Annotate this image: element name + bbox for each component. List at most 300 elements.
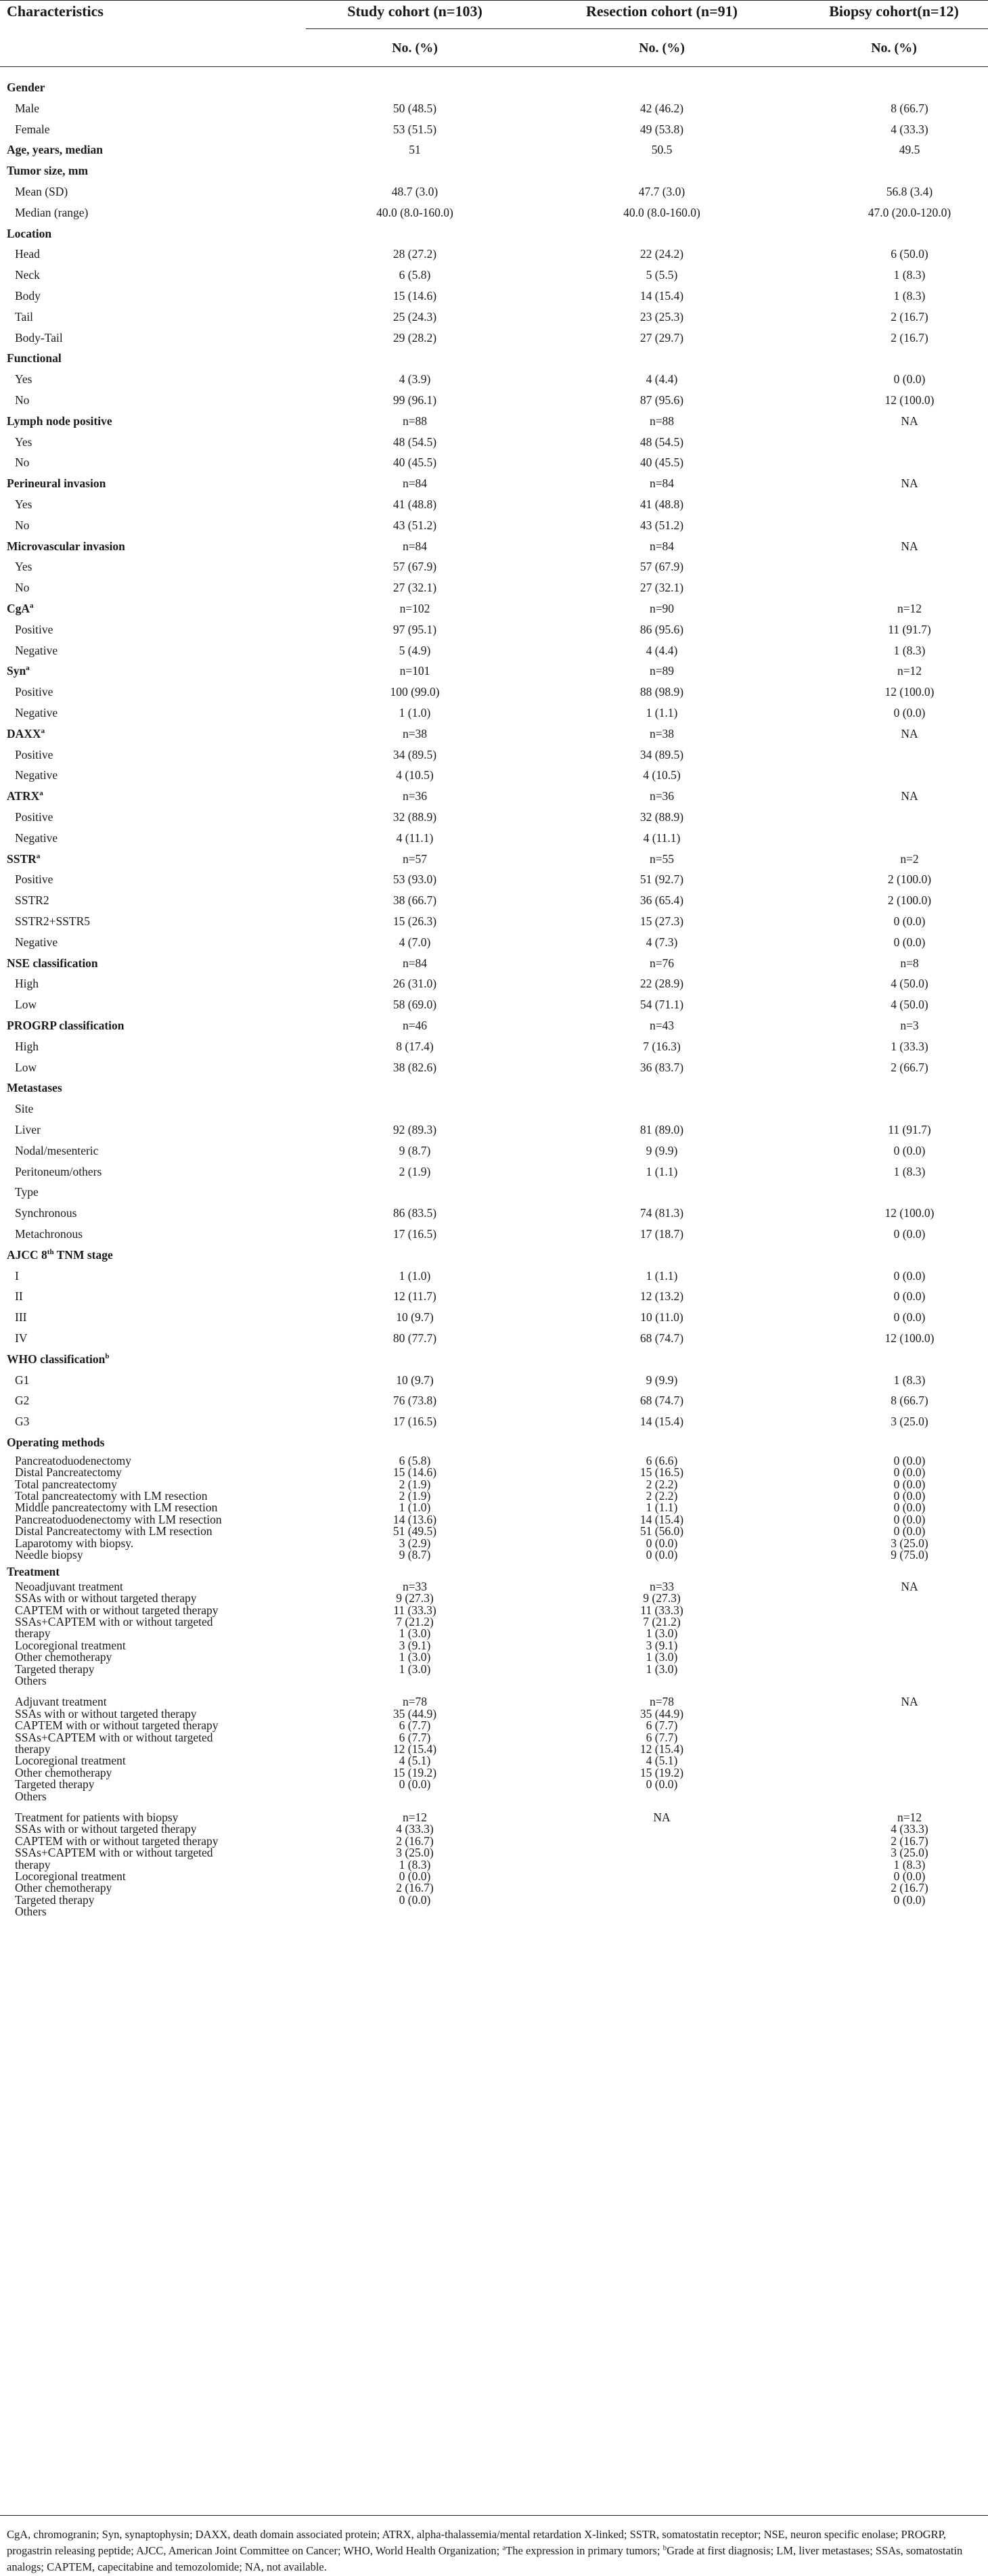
- row-label-synchronous: [15, 1203, 76, 1223]
- row-label-text: Other chemotherapy: [15, 1766, 112, 1779]
- row-label-peritoneum-others: [15, 1161, 102, 1182]
- study-value: 32 (88.9): [392, 810, 437, 824]
- row-label-distal-pancreatectomy: [15, 1466, 122, 1478]
- row-label-lymph-node-positive: [7, 411, 112, 431]
- biopsy-value: 1 (33.3): [891, 1040, 928, 1053]
- table-row: [0, 1328, 988, 1348]
- row-label-text: Male: [15, 102, 39, 115]
- resection-value: 40 (45.5): [639, 456, 684, 469]
- row-label-liver: [15, 1119, 41, 1140]
- row-label-daxx: [7, 724, 45, 744]
- row-label-other-chemotherapy: [15, 1651, 112, 1663]
- biopsy-value: 1 (8.3): [893, 1373, 926, 1387]
- study-value: 17 (16.5): [392, 1415, 437, 1428]
- table-row: [0, 682, 988, 702]
- row-label-ssas-with-or-without-targeted-therapy: [15, 1823, 196, 1835]
- table-row: [0, 932, 988, 952]
- resection-value: 87 (95.6): [639, 393, 684, 407]
- biopsy-value: 49.5: [899, 143, 920, 156]
- biopsy-value: 8 (66.7): [891, 1394, 928, 1407]
- biopsy-value: 11 (91.7): [888, 623, 931, 636]
- row-label-positive: [15, 807, 53, 827]
- table-row: [0, 1790, 988, 1802]
- resection-value: 5 (5.5): [646, 268, 678, 282]
- row-label-text: Total pancreatectomy with LM resection: [15, 1489, 208, 1503]
- row-label-text: SSTR2+SSTR5: [15, 914, 91, 928]
- row-label-text: CAPTEM with or without targeted therapy: [15, 1718, 219, 1732]
- table-footnote: [7, 2527, 981, 2575]
- biopsy-value: 47.0 (20.0-120.0): [868, 206, 951, 219]
- resection-value: 1 (1.1): [646, 1165, 678, 1178]
- resection-value: 14 (15.4): [639, 1415, 684, 1428]
- biopsy-value: 3 (25.0): [891, 1536, 928, 1550]
- row-label-text: Positive: [15, 810, 53, 824]
- header-biopsy-cohort: Biopsy cohort(n=12): [829, 3, 959, 20]
- study-value: 0 (0.0): [399, 1869, 431, 1883]
- row-label-text: Other chemotherapy: [15, 1650, 112, 1664]
- table-row: [0, 1859, 988, 1871]
- row-label-text: Positive: [15, 623, 53, 636]
- biopsy-value: 12 (100.0): [884, 393, 935, 407]
- table-row: [0, 1119, 988, 1140]
- table-row: [0, 1695, 988, 1708]
- table-row: [0, 1390, 988, 1411]
- table-row: [0, 598, 988, 619]
- row-label-text: Laparotomy with biopsy.: [15, 1536, 134, 1550]
- resection-value: 4 (4.4): [646, 644, 678, 657]
- study-value: 100 (99.0): [390, 685, 440, 698]
- study-value: 15 (14.6): [392, 1465, 437, 1479]
- table-row: [0, 640, 988, 661]
- table-row: [0, 1432, 988, 1452]
- study-value: 3 (2.9): [399, 1536, 431, 1550]
- biopsy-value: NA: [901, 1695, 918, 1708]
- resection-value: 68 (74.7): [639, 1394, 684, 1407]
- resection-value: 3 (9.1): [646, 1639, 678, 1652]
- study-value: 38 (82.6): [392, 1061, 437, 1074]
- row-label-text: therapy: [15, 1626, 51, 1640]
- study-value: 3 (25.0): [396, 1846, 434, 1859]
- study-value: 4 (11.1): [396, 831, 434, 845]
- row-label-who-classification: [7, 1349, 109, 1369]
- biopsy-value: 0 (0.0): [893, 1501, 926, 1514]
- study-value: 34 (89.5): [392, 748, 437, 761]
- row-label-superscript: a: [36, 852, 41, 861]
- row-label-head: [15, 244, 40, 264]
- table-row: [0, 1616, 988, 1628]
- row-label-text: Needle biopsy: [15, 1548, 83, 1561]
- resection-value: 6 (7.7): [646, 1731, 678, 1744]
- resection-value: 40.0 (8.0-160.0): [623, 206, 700, 219]
- table-row: [0, 307, 988, 327]
- row-label-text: SSAs+CAPTEM with or without targeted: [15, 1846, 213, 1859]
- resection-value: 22 (24.2): [639, 247, 684, 261]
- row-label-text: Targeted therapy: [15, 1777, 95, 1791]
- biopsy-value: 0 (0.0): [893, 1144, 926, 1157]
- table-row: [0, 1203, 988, 1223]
- row-label-text: Peritoneum/others: [15, 1165, 102, 1178]
- row-label-text: Syn: [7, 664, 26, 678]
- study-value: 1 (3.0): [399, 1650, 431, 1664]
- biopsy-value: 11 (91.7): [888, 1123, 931, 1136]
- table-row: [0, 1565, 988, 1578]
- row-label-text: Age, years, median: [7, 143, 103, 156]
- biopsy-value: 2 (16.7): [891, 310, 928, 324]
- resection-value: 57 (67.9): [639, 560, 684, 573]
- row-label-others: [15, 1790, 47, 1802]
- study-value: 2 (1.9): [399, 1165, 431, 1178]
- study-value: 4 (33.3): [396, 1822, 434, 1836]
- row-label-body-tail: [15, 328, 63, 348]
- study-value: n=57: [402, 852, 428, 866]
- row-label-text: Yes: [15, 497, 32, 511]
- table-row: [0, 1537, 988, 1549]
- table-row: [0, 1161, 988, 1182]
- row-label-text: SSTR: [7, 852, 37, 866]
- resection-value: n=43: [649, 1019, 675, 1032]
- header-characteristics: Characteristics: [7, 3, 104, 20]
- row-label-male: [15, 98, 39, 118]
- study-value: n=102: [399, 602, 430, 615]
- study-value: 41 (48.8): [392, 497, 437, 511]
- row-label-text: CgA: [7, 602, 30, 615]
- resection-value: 12 (13.2): [639, 1289, 684, 1303]
- table-row: [0, 369, 988, 389]
- table-row: [0, 390, 988, 410]
- table-row: [0, 223, 988, 244]
- row-label-cga: [7, 598, 34, 619]
- row-label-low: [15, 1057, 37, 1078]
- resection-value: 36 (65.4): [639, 893, 684, 907]
- study-value: 99 (96.1): [392, 393, 437, 407]
- table-row: [0, 1731, 988, 1744]
- table-row: [0, 348, 988, 368]
- row-label-therapy: [15, 1627, 50, 1639]
- row-label-text: Site: [15, 1102, 34, 1115]
- row-label-positive: [15, 619, 53, 640]
- row-label-yes: [15, 556, 32, 577]
- biopsy-value: 0 (0.0): [893, 1454, 926, 1467]
- row-label-text: CAPTEM with or without targeted therapy: [15, 1603, 219, 1617]
- row-label-text: Head: [15, 247, 40, 261]
- row-label-text: III: [15, 1310, 27, 1324]
- resection-value: 0 (0.0): [646, 1536, 678, 1550]
- biopsy-value: 0 (0.0): [893, 1524, 926, 1538]
- row-label-text: Targeted therapy: [15, 1662, 95, 1676]
- row-label-ssas-with-or-without-targeted-therapy: [15, 1592, 196, 1604]
- table-row: [0, 724, 988, 744]
- biopsy-value: 1 (8.3): [893, 644, 926, 657]
- row-label-middle-pancreatectomy-with-lm-resection: [15, 1501, 217, 1513]
- row-label-text: Negative: [15, 768, 58, 782]
- row-label-mean-sd: [15, 181, 68, 202]
- row-label-text: Functional: [7, 351, 62, 365]
- table-row: [0, 1754, 988, 1767]
- study-value: n=33: [402, 1580, 428, 1593]
- row-label-text: SSAs with or without targeted therapy: [15, 1591, 197, 1605]
- resection-value: 9 (27.3): [643, 1591, 681, 1605]
- study-value: 53 (93.0): [392, 872, 437, 886]
- row-label-text: SSAs+CAPTEM with or without targeted: [15, 1731, 213, 1744]
- footnote-note-b: Grade at first diagnosis; LM, liver metastases; SSAs, somatostatin analogs; CAPTEM, capecitabine and temozolomide; NA, not available.: [7, 2544, 963, 2573]
- table-row: [0, 765, 988, 785]
- resection-value: 4 (4.4): [646, 372, 678, 386]
- table-row: [0, 1015, 988, 1036]
- resection-value: 4 (7.3): [646, 935, 678, 949]
- table-row: [0, 1767, 988, 1779]
- resection-value: n=78: [649, 1695, 675, 1708]
- resection-value: 27 (29.7): [639, 331, 684, 345]
- resection-value: 15 (19.2): [639, 1766, 684, 1779]
- row-label-positive: [15, 745, 53, 765]
- row-label-text: Neck: [15, 268, 40, 282]
- study-value: n=38: [402, 727, 428, 740]
- table-row: [0, 473, 988, 493]
- row-label-others: [15, 1905, 47, 1917]
- row-label-iii: [15, 1307, 26, 1327]
- row-label-perineural-invasion: [7, 473, 106, 493]
- table-row: [0, 556, 988, 577]
- top-rule: [0, 0, 988, 1]
- study-value: 1 (8.3): [399, 1858, 431, 1871]
- table-row: [0, 265, 988, 285]
- row-label-text: Others: [15, 1905, 47, 1918]
- row-label-median-range: [15, 202, 88, 223]
- resection-value: 1 (3.0): [646, 1662, 678, 1676]
- bottom-rule: [0, 2515, 988, 2516]
- biopsy-value: 0 (0.0): [893, 935, 926, 949]
- row-label-body: [15, 286, 41, 306]
- resection-value: 47.7 (3.0): [638, 185, 686, 198]
- study-value: 5 (4.9): [399, 644, 431, 657]
- table-row: [0, 994, 988, 1015]
- row-label-text: Nodal/mesenteric: [15, 1144, 99, 1157]
- resection-value: 74 (81.3): [639, 1206, 684, 1220]
- row-label-female: [15, 119, 50, 139]
- footnote-sup-b: b: [663, 2544, 667, 2552]
- resection-value: 34 (89.5): [639, 748, 684, 761]
- table-row: [0, 869, 988, 889]
- resection-value: 86 (95.6): [639, 623, 684, 636]
- biopsy-value: 4 (33.3): [891, 1822, 928, 1836]
- table-row: [0, 1870, 988, 1882]
- row-label-yes: [15, 432, 32, 452]
- study-value: 1 (3.0): [399, 1662, 431, 1676]
- biopsy-value: 12 (100.0): [884, 1206, 935, 1220]
- row-label-location: [7, 223, 51, 244]
- resection-value: 41 (48.8): [639, 497, 684, 511]
- table-row: [0, 1057, 988, 1078]
- study-value: 15 (19.2): [392, 1766, 437, 1779]
- study-value: 40.0 (8.0-160.0): [376, 206, 453, 219]
- table-row: [0, 619, 988, 640]
- resection-value: 7 (16.3): [643, 1040, 681, 1053]
- study-value: n=88: [402, 414, 428, 428]
- row-label-tumor-size-mm: [7, 160, 88, 181]
- row-label-text: Middle pancreatectomy with LM resection: [15, 1501, 218, 1514]
- biopsy-value: 3 (25.0): [891, 1846, 928, 1859]
- row-label-locoregional-treatment: [15, 1754, 126, 1767]
- row-label-text: NSE classification: [7, 956, 98, 970]
- biopsy-value: n=12: [897, 664, 922, 678]
- row-label-text: Others: [15, 1674, 47, 1687]
- resection-value: 68 (74.7): [639, 1331, 684, 1345]
- biopsy-value: 0 (0.0): [893, 914, 926, 928]
- row-label-text: Total pancreatectomy: [15, 1478, 117, 1491]
- row-label-no: [15, 390, 29, 410]
- biopsy-value: 0 (0.0): [893, 1465, 926, 1479]
- row-label-no: [15, 515, 29, 535]
- row-label-adjuvant-treatment: [15, 1695, 107, 1708]
- biopsy-value: 8 (66.7): [891, 102, 928, 115]
- row-label-others: [15, 1674, 47, 1687]
- resection-value: 10 (11.0): [640, 1310, 683, 1324]
- biopsy-value: 0 (0.0): [893, 1478, 926, 1491]
- study-value: 2 (1.9): [399, 1478, 431, 1491]
- row-label-text: Neoadjuvant treatment: [15, 1580, 123, 1593]
- resection-value: 23 (25.3): [639, 310, 684, 324]
- study-value: 40 (45.5): [392, 456, 437, 469]
- table-row: [0, 1098, 988, 1119]
- row-label-text: Location: [7, 227, 52, 240]
- table-row: [0, 1651, 988, 1663]
- study-value: n=46: [402, 1019, 428, 1032]
- row-label-text: High: [15, 977, 39, 990]
- row-label-text: Distal Pancreatectomy with LM resection: [15, 1524, 212, 1538]
- resection-value: 32 (88.9): [639, 810, 684, 824]
- biopsy-value: 0 (0.0): [893, 1869, 926, 1883]
- row-label-text: therapy: [15, 1742, 51, 1756]
- study-value: 9 (8.7): [399, 1548, 431, 1561]
- resection-value: n=90: [649, 602, 675, 615]
- row-label-text: Treatment for patients with biopsy: [15, 1811, 179, 1824]
- row-label-ii: [15, 1286, 23, 1306]
- table-row: [0, 328, 988, 348]
- subheader-row: [0, 38, 988, 58]
- study-value: 4 (7.0): [399, 935, 431, 949]
- study-value: 50 (48.5): [392, 102, 437, 115]
- row-label-text: II: [15, 1289, 23, 1303]
- study-value: n=101: [399, 664, 430, 678]
- row-label-text: Positive: [15, 872, 53, 886]
- study-value: 97 (95.1): [392, 623, 437, 636]
- row-label-text: Metastases: [7, 1081, 62, 1094]
- resection-value: 1 (1.1): [646, 706, 678, 719]
- biopsy-value: 3 (25.0): [891, 1415, 928, 1428]
- table-row: [0, 432, 988, 452]
- study-value: 58 (69.0): [392, 998, 437, 1011]
- study-value: 51 (49.5): [392, 1524, 437, 1538]
- resection-value: 49 (53.8): [639, 123, 684, 136]
- row-label-text: Pancreatoduodenectomy: [15, 1454, 132, 1467]
- biopsy-value: 0 (0.0): [893, 372, 926, 386]
- study-value: 4 (10.5): [396, 768, 434, 782]
- row-label-negative: [15, 765, 58, 785]
- biopsy-value: 0 (0.0): [893, 1289, 926, 1303]
- row-label-microvascular-invasion: [7, 536, 125, 556]
- resection-value: 54 (71.1): [639, 998, 684, 1011]
- row-label-text: No: [15, 456, 30, 469]
- study-value: 0 (0.0): [399, 1893, 431, 1907]
- study-value: 1 (1.0): [399, 1269, 431, 1283]
- header-bottom-rule: [0, 66, 988, 67]
- row-label-high: [15, 973, 39, 994]
- row-label-text: Positive: [15, 748, 53, 761]
- row-label-superscript: b: [105, 1352, 110, 1361]
- table-row: [0, 1501, 988, 1513]
- row-label-neck: [15, 265, 40, 285]
- row-label-captem-with-or-without-targeted-therapy: [15, 1719, 219, 1731]
- resection-value: 81 (89.0): [639, 1123, 684, 1136]
- table-row: [0, 181, 988, 202]
- table-row: [0, 1140, 988, 1161]
- row-label-other-chemotherapy: [15, 1882, 112, 1894]
- row-label-site: [15, 1098, 33, 1119]
- row-label-text: Metachronous: [15, 1227, 83, 1241]
- resection-value: 6 (7.7): [646, 1718, 678, 1732]
- biopsy-value: 2 (100.0): [887, 872, 932, 886]
- row-label-targeted-therapy: [15, 1778, 95, 1790]
- row-label-g1: [15, 1370, 29, 1390]
- row-label-text: Body-Tail: [15, 331, 63, 345]
- row-label-age-years-median: [7, 139, 103, 160]
- row-label-ajcc-8: [7, 1245, 113, 1265]
- row-label-text: SSAs with or without targeted therapy: [15, 1707, 197, 1720]
- row-label-text: Others: [15, 1790, 47, 1803]
- row-label-g2: [15, 1390, 29, 1411]
- biopsy-value: 2 (16.7): [891, 1881, 928, 1894]
- row-label-i: [15, 1266, 19, 1286]
- row-label-text: Gender: [7, 81, 45, 94]
- biopsy-value: n=12: [897, 1811, 922, 1824]
- row-label-text: Lymph node positive: [7, 414, 112, 428]
- table-row: [0, 98, 988, 118]
- row-label-superscript: a: [39, 789, 43, 798]
- table-row: [0, 1525, 988, 1537]
- resection-value: 4 (10.5): [643, 768, 681, 782]
- row-label-metachronous: [15, 1224, 83, 1244]
- header-row: [0, 1, 988, 22]
- row-label-type: [15, 1182, 39, 1202]
- table-row: [0, 1778, 988, 1790]
- study-value: 2 (16.7): [396, 1834, 434, 1848]
- resection-value: n=55: [649, 852, 675, 866]
- subheader-resection: No. (%): [639, 41, 685, 55]
- row-label-text: SSAs+CAPTEM with or without targeted: [15, 1615, 213, 1628]
- table-row: [0, 1627, 988, 1639]
- resection-value: 4 (11.1): [643, 831, 681, 845]
- study-value: 43 (51.2): [392, 518, 437, 532]
- row-label-superscript: th: [47, 1248, 54, 1257]
- footnote-sup-a: a: [502, 2544, 506, 2552]
- resection-value: 27 (32.1): [639, 581, 684, 594]
- row-label-treatment: [7, 1565, 60, 1578]
- resection-value: 1 (3.0): [646, 1650, 678, 1664]
- row-label-text: ATRX: [7, 789, 40, 803]
- study-value: 6 (7.7): [399, 1731, 431, 1744]
- table-row: [0, 1286, 988, 1306]
- row-label-g3: [15, 1411, 29, 1431]
- study-value: 0 (0.0): [399, 1777, 431, 1791]
- resection-value: 36 (83.7): [639, 1061, 684, 1074]
- resection-value: 14 (15.4): [639, 289, 684, 303]
- row-label-text: Other chemotherapy: [15, 1881, 112, 1894]
- biopsy-value: 4 (50.0): [891, 977, 928, 990]
- table-row: [0, 494, 988, 514]
- resection-value: 1 (1.1): [646, 1501, 678, 1514]
- table-row: [0, 849, 988, 869]
- biopsy-value: NA: [901, 539, 918, 553]
